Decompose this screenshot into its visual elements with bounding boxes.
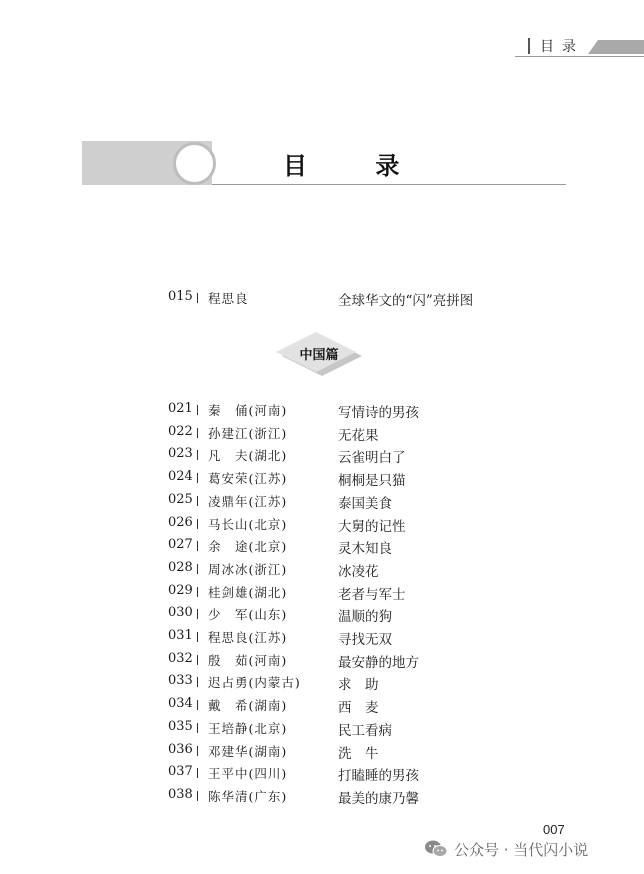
title-rule bbox=[212, 184, 566, 185]
toc-title: 最安静的地方 bbox=[338, 654, 419, 671]
toc-title: 泰国美食 bbox=[338, 495, 392, 512]
toc-author: 邓建华(湖南) bbox=[208, 743, 288, 759]
toc-author: 戴 希(湖南) bbox=[208, 698, 288, 714]
header-marker bbox=[528, 38, 530, 54]
toc-author: 马长山(北京) bbox=[208, 516, 288, 532]
toc-page-number: 030 bbox=[168, 605, 193, 621]
toc-author: 殷 茹(河南) bbox=[208, 652, 288, 668]
toc-separator bbox=[197, 541, 198, 551]
toc-separator bbox=[197, 473, 198, 483]
header-tab bbox=[588, 40, 644, 54]
toc-page-number: 028 bbox=[168, 559, 193, 575]
toc-author: 陈华清(广东) bbox=[208, 788, 288, 804]
toc-separator bbox=[197, 768, 198, 778]
toc-page-number: 027 bbox=[168, 537, 193, 553]
toc-separator bbox=[197, 564, 198, 574]
toc-author: 王培静(北京) bbox=[208, 720, 288, 736]
toc-title: 打瞌睡的男孩 bbox=[338, 768, 419, 785]
toc-author: 王平中(四川) bbox=[208, 766, 288, 782]
toc-page-number: 032 bbox=[168, 650, 193, 666]
toc-author: 周冰冰(浙江) bbox=[208, 561, 288, 577]
toc-page-number: 031 bbox=[168, 628, 193, 643]
toc-page-number: 035 bbox=[168, 718, 193, 734]
toc-separator bbox=[197, 655, 198, 665]
toc-title: 洗 牛 bbox=[338, 745, 379, 762]
toc-page-number: 023 bbox=[168, 446, 193, 462]
toc-author: 迟占勇(内蒙古) bbox=[208, 675, 301, 691]
toc-page-number: 022 bbox=[168, 423, 193, 439]
toc-page-number: 036 bbox=[168, 741, 193, 757]
running-title: 目录 bbox=[540, 39, 584, 55]
toc-page-number: 025 bbox=[168, 491, 193, 507]
toc-title: 求 助 bbox=[338, 677, 379, 694]
wechat-icon bbox=[424, 839, 448, 859]
toc-separator bbox=[197, 519, 198, 529]
toc-title: 西 麦 bbox=[338, 700, 379, 717]
watermark-text: 公众号 · 当代闪小说 bbox=[454, 840, 589, 859]
toc-title: 最美的康乃馨 bbox=[338, 790, 419, 807]
toc-page-number: 021 bbox=[168, 401, 193, 416]
toc-title: 写情诗的男孩 bbox=[338, 405, 419, 421]
toc-title: 大舅的记性 bbox=[338, 518, 406, 535]
toc-title: 无花果 bbox=[338, 427, 379, 444]
toc-title: 老者与军士 bbox=[338, 586, 406, 603]
toc-separator bbox=[197, 632, 198, 642]
toc-title: 灵木知良 bbox=[338, 541, 392, 558]
toc-author: 秦 俑(河南) bbox=[208, 403, 288, 418]
toc-page-number: 024 bbox=[168, 469, 193, 485]
toc-author: 桂剑雄(湖北) bbox=[208, 584, 288, 600]
page-number: 007 bbox=[543, 822, 565, 837]
toc-title: 云雀明白了 bbox=[338, 450, 406, 467]
toc-page-number: 029 bbox=[168, 582, 193, 598]
toc-title: 民工看病 bbox=[338, 722, 392, 739]
toc-separator bbox=[197, 587, 198, 597]
toc-page-number: 038 bbox=[168, 786, 193, 802]
toc-author: 程思良 bbox=[208, 291, 249, 306]
toc-title: 全球华文的“闪”亮拼图 bbox=[338, 293, 474, 309]
toc-separator bbox=[197, 791, 198, 801]
toc-separator bbox=[197, 677, 198, 687]
toc-separator bbox=[197, 496, 198, 506]
toc-author: 少 军(山东) bbox=[208, 607, 288, 623]
toc-separator bbox=[197, 700, 198, 710]
toc-author: 余 途(北京) bbox=[208, 539, 288, 555]
toc-page-number: 033 bbox=[168, 673, 193, 689]
header-rule bbox=[515, 56, 644, 57]
toc-author: 程思良(江苏) bbox=[208, 630, 288, 645]
toc-author: 凡 夫(湖北) bbox=[208, 448, 288, 464]
toc-author: 葛安荣(江苏) bbox=[208, 471, 288, 487]
watermark bbox=[424, 838, 588, 860]
section-label: 中国篇 bbox=[299, 348, 339, 363]
toc-separator bbox=[197, 428, 198, 438]
toc-title: 桐桐是只猫 bbox=[338, 473, 406, 490]
toc-page-number: 037 bbox=[168, 764, 193, 780]
toc-page-number: 034 bbox=[168, 696, 193, 712]
toc-page-number: 015 bbox=[168, 289, 193, 304]
toc-separator bbox=[197, 723, 198, 733]
section-badge bbox=[276, 332, 364, 378]
toc-separator bbox=[197, 293, 198, 303]
toc-author: 孙建江(浙江) bbox=[208, 425, 288, 441]
toc-separator bbox=[197, 609, 198, 619]
toc-separator bbox=[197, 405, 198, 415]
toc-separator bbox=[197, 746, 198, 756]
title-circle-ornament bbox=[173, 142, 216, 185]
toc-title: 冰凌花 bbox=[338, 563, 379, 580]
toc-page-number: 026 bbox=[168, 514, 193, 530]
toc-author: 凌鼎年(江苏) bbox=[208, 493, 288, 509]
toc-separator bbox=[197, 450, 198, 460]
page-title: 目 录 bbox=[283, 151, 430, 180]
toc-title: 寻找无双 bbox=[338, 632, 392, 648]
toc-title: 温顺的狗 bbox=[338, 609, 392, 626]
